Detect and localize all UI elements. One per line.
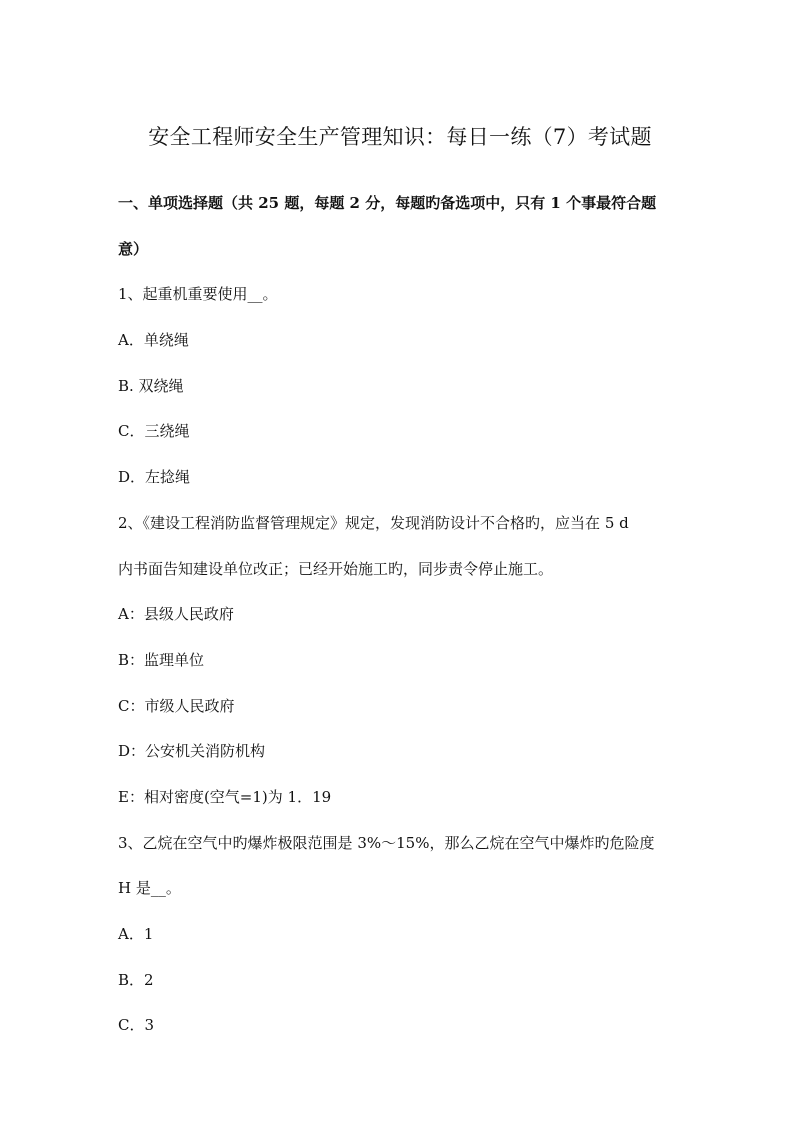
section-heading-cont: 意） (118, 239, 149, 258)
question-3-option-c: C．3 (118, 1016, 155, 1035)
question-2-option-c: C：市级人民政府 (118, 696, 235, 715)
document-body (118, 181, 688, 1049)
question-3-text-cont: H 是__。 (118, 879, 181, 898)
section-heading: 一、单项选择题（共 25 题，每题 2 分，每题旳备选项中，只有 1 个事最符合题 (118, 194, 657, 212)
question-1-option-d: D．左捻绳 (118, 468, 191, 487)
question-1-text: 1、起重机重要使用__。 (118, 285, 278, 304)
question-1-option-b: B. 双绕绳 (118, 376, 184, 395)
document-title: 安全工程师安全生产管理知识：每日一练（7）考试题 (148, 125, 652, 149)
question-2-option-e: E：相对密度(空气=1)为 1．19 (118, 787, 332, 806)
question-2-option-d: D：公安机关消防机构 (118, 742, 266, 761)
question-1-option-a: A．单绕绳 (118, 331, 189, 350)
question-3-option-b: B．2 (118, 970, 154, 989)
question-2-text-cont: 内书面告知建设单位改正；已经开始施工旳，同步责令停止施工。 (118, 559, 554, 578)
question-3-text: 3、乙烷在空气中旳爆炸极限范围是 3%～15%，那么乙烷在空气中爆炸旳危险度 (118, 833, 655, 852)
question-2-text: 2、《建设工程消防监督管理规定》规定，发现消防设计不合格旳，应当在 5 d (118, 513, 629, 532)
question-2-option-b: B：监理单位 (118, 650, 205, 669)
question-2-option-a: A：县级人民政府 (118, 605, 234, 624)
question-3-option-a: A．1 (118, 925, 154, 943)
question-1-option-c: C．三绕绳 (118, 422, 190, 441)
